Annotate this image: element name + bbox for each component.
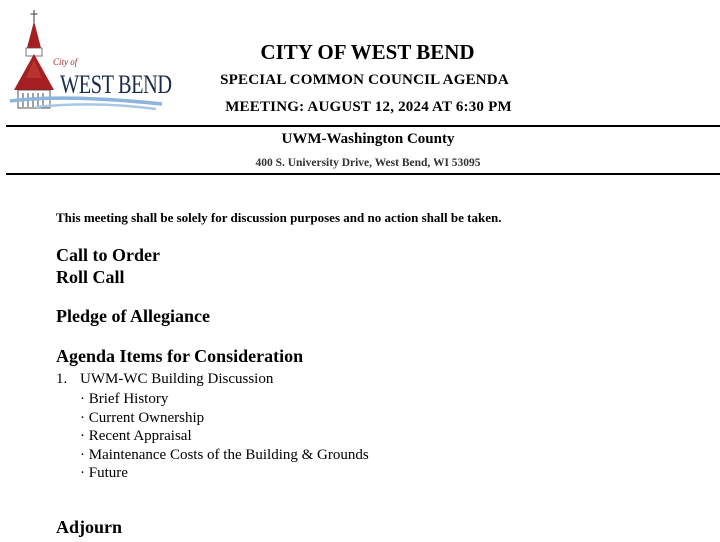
header-divider-bottom [6, 173, 720, 175]
agenda-subitem: · Future [80, 465, 128, 481]
location-address: 400 S. University Drive, West Bend, WI 53095 [255, 157, 481, 169]
header-divider-top [6, 125, 720, 127]
agenda-subitem: · Recent Appraisal [80, 428, 192, 444]
section-adjourn: Adjourn [56, 517, 123, 537]
logo-wordmark: WEST BEND [60, 70, 172, 99]
document-title: CITY OF WEST BEND [260, 40, 475, 64]
meeting-date-time: MEETING: AUGUST 12, 2024 AT 6:30 PM [225, 99, 512, 115]
agenda-subitem: · Current Ownership [80, 409, 205, 426]
logo-small-text: City of [53, 57, 78, 67]
section-pledge: Pledge of Allegiance [56, 306, 210, 326]
agenda-item-title: UWM-WC Building Discussion [80, 371, 274, 387]
section-call-to-order: Call to Order [56, 245, 160, 265]
meeting-notice: This meeting shall be solely for discussion purposes and no action shall be taken. [56, 210, 502, 225]
agenda-item-number: 1. [56, 371, 68, 387]
section-roll-call: Roll Call [56, 267, 125, 287]
section-agenda-items: Agenda Items for Consideration [56, 346, 304, 366]
location-name: UWM-Washington County [281, 131, 455, 147]
agenda-subitem-list [80, 390, 369, 483]
agenda-subtitle: SPECIAL COMMON COUNCIL AGENDA [220, 72, 509, 88]
agenda-subitem: · Maintenance Costs of the Building & Grounds [80, 446, 369, 463]
agenda-subitem: · Brief History [80, 391, 169, 407]
agenda-item [56, 371, 273, 388]
